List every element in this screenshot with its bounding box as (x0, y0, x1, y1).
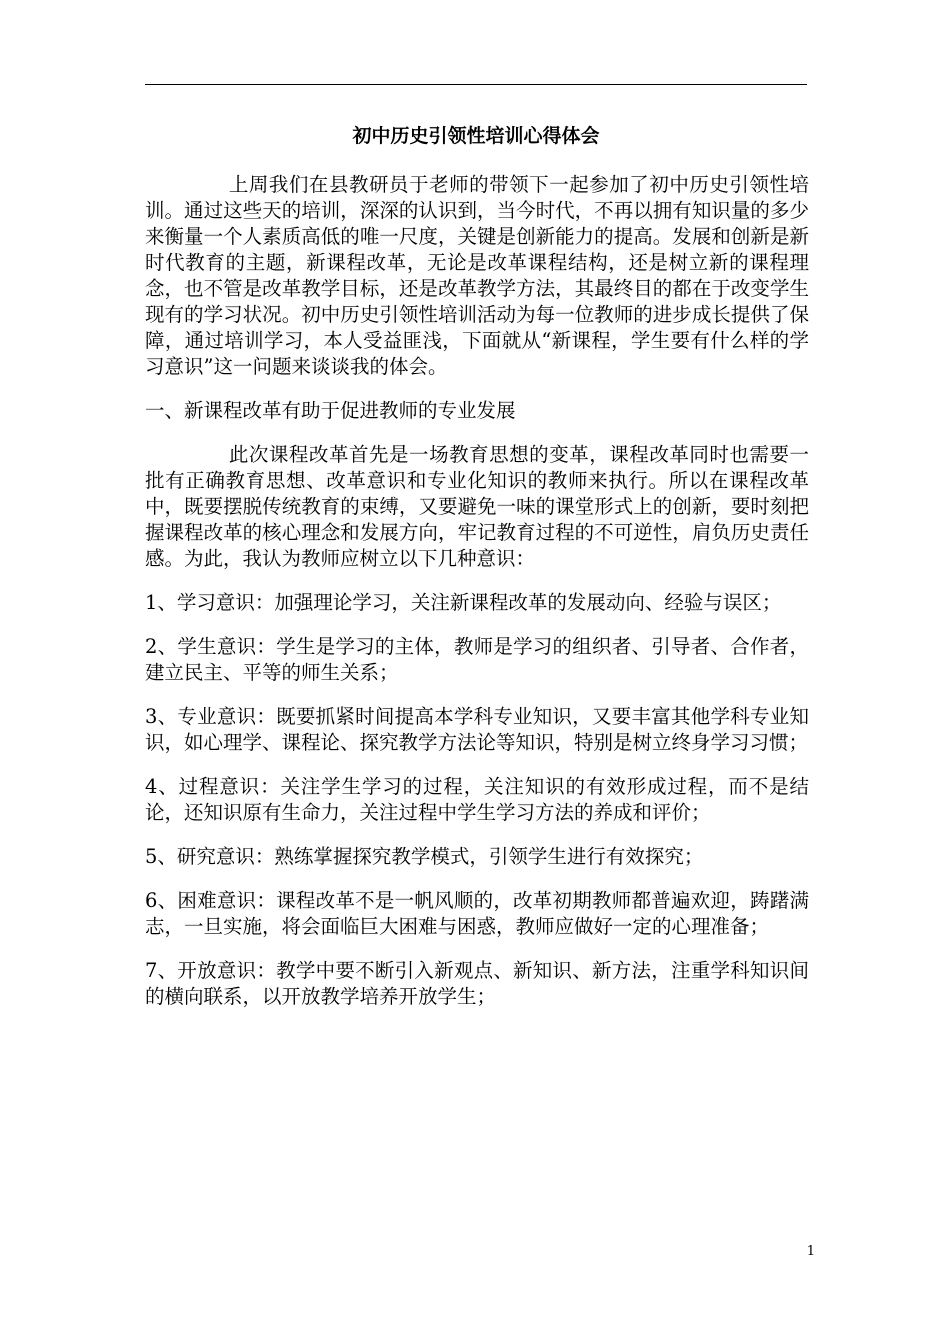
list-item: 4、过程意识：关注学生学习的过程，关注知识的有效形成过程，而不是结论，还知识原有生命力，关注过程中学生学习方法的养成和评价； (145, 775, 809, 824)
intro-paragraph: 上周我们在县教研员于老师的带领下一起参加了初中历史引领性培训。通过这些天的培训，深深的认识到，当今时代，不再以拥有知识量的多少来衡量一个人素质高低的唯一尺度，关键是创新能力的提高。发展和创新是新时代教育的主题，新课程改革，无论是改革课程结构，还是树立新的课程理念，也不管是改革教学目标，还是改革教学方法，其最终目的都在于改变学生现有的学习状况。初中历史引领性培训活动为每一位教师的进步成长提供了保障，通过培训学习，本人受益匪浅，下面就从“新课程，学生要有什么样的学习意识”这一问题来谈谈我的体会。 (145, 173, 809, 378)
document-body (145, 172, 809, 1028)
list-item: 6、困难意识：课程改革不是一帆风顺的，改革初期教师都普遍欢迎，踌躇满志，一旦实施，将会面临巨大困难与困惑，教师应做好一定的心理准备； (145, 889, 809, 938)
section-heading: 一、新课程改革有助于促进教师的专业发展 (145, 399, 516, 422)
header-rule (145, 84, 807, 85)
page-number: 1 (806, 1244, 815, 1259)
list-item: 1、学习意识：加强理论学习，关注新课程改革的发展动向、经验与误区； (145, 591, 782, 614)
list-item: 5、研究意识：熟练掌握探究教学模式，引领学生进行有效探究； (145, 845, 704, 868)
list-item: 3、专业意识：既要抓紧时间提高本学科专业知识，又要丰富其他学科专业知识，如心理学、课程论、探究教学方法论等知识，特别是树立终身学习习惯； (145, 705, 809, 754)
document-title: 初中历史引领性培训心得体会 (352, 125, 600, 147)
list-item: 7、开放意识：教学中要不断引入新观点、新知识、新方法，注重学科知识间的横向联系，以开放教学培养开放学生； (145, 959, 809, 1008)
list-item: 2、学生意识：学生是学习的主体，教师是学习的组织者、引导者、合作者，建立民主、平等的师生关系； (145, 635, 809, 684)
section-paragraph: 此次课程改革首先是一场教育思想的变革，课程改革同时也需要一批有正确教育思想、改革意识和专业化知识的教师来执行。所以在课程改革中，既要摆脱传统教育的束缚，又要避免一味的课堂形式上的创新，要时刻把握课程改革的核心理念和发展方向，牢记教育过程的不可逆性，肩负历史责任感。为此，我认为教师应树立以下几种意识： (145, 443, 809, 570)
